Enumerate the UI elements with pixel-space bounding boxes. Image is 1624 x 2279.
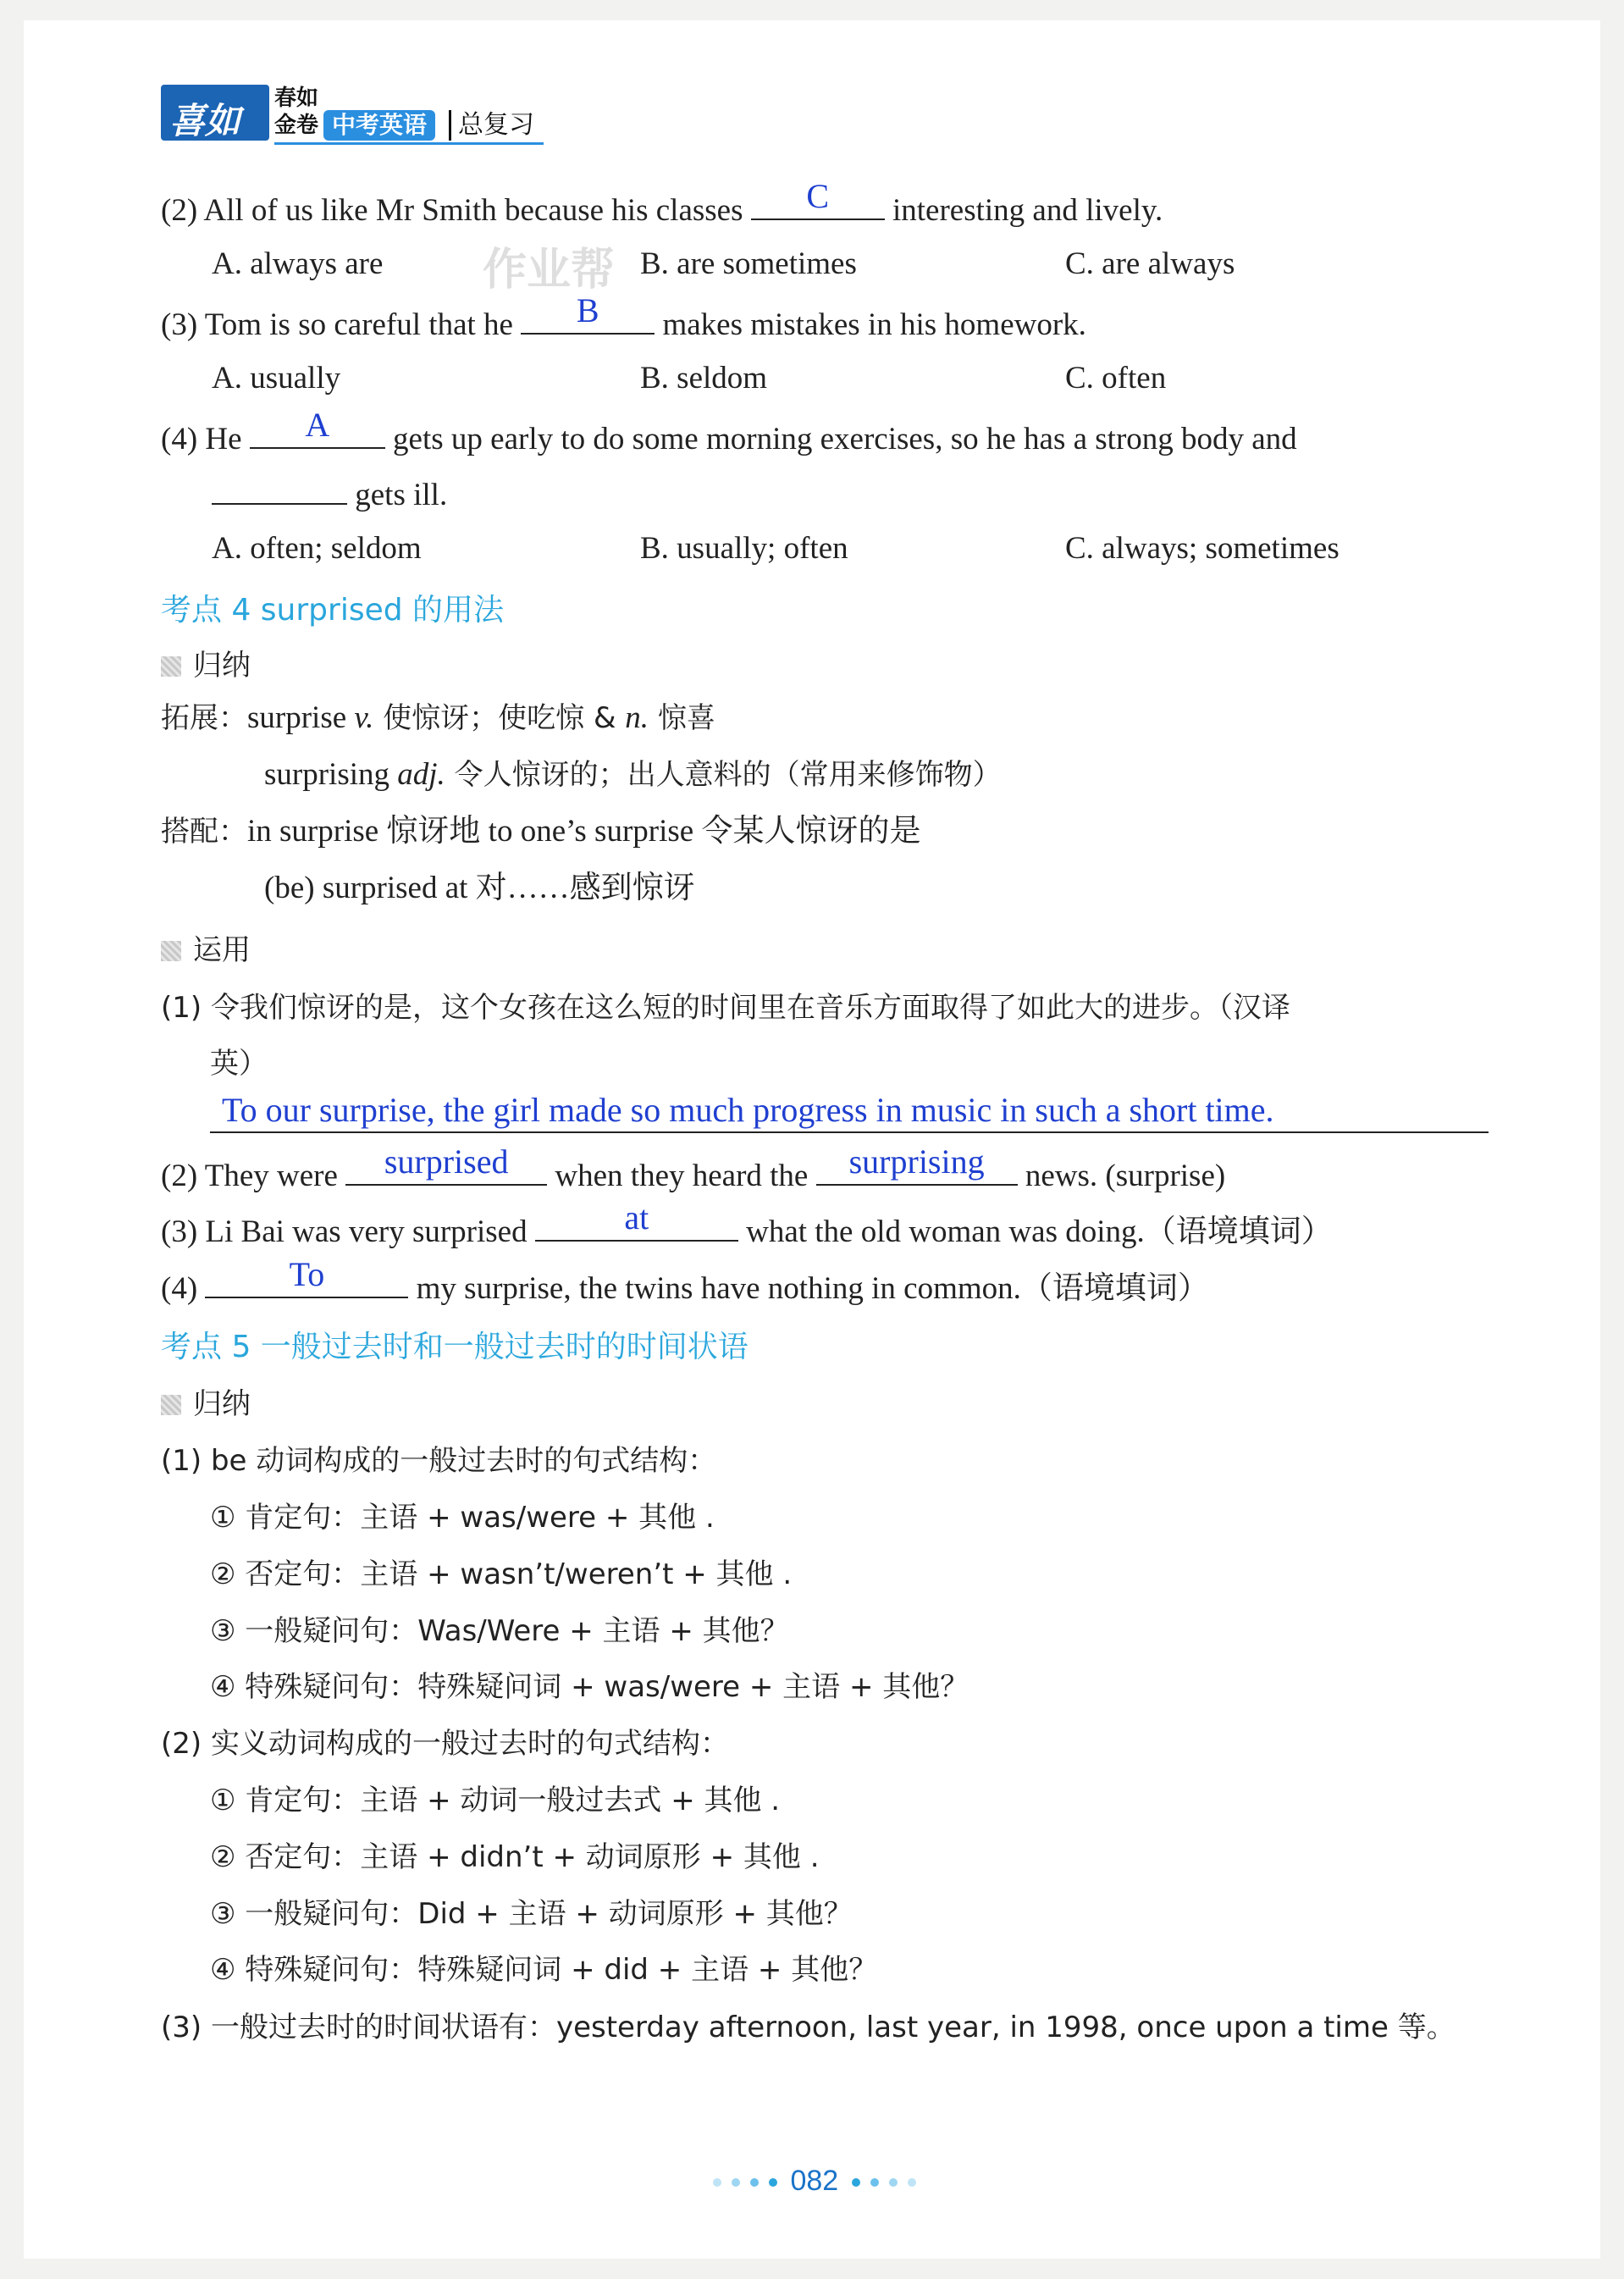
q3-blank [521, 291, 655, 335]
page-number: 082 [790, 2165, 839, 2197]
question-3 [161, 291, 1086, 344]
question-4 [161, 406, 1297, 458]
square-icon [161, 1395, 181, 1415]
k4-extension-2 [264, 756, 1002, 794]
ext2-pos: adj. [397, 757, 445, 792]
k4-collocation-2: (be) surprised at 对……感到惊讶 [264, 871, 695, 905]
col-label: 搭配： [161, 815, 247, 849]
k4-practice-1: (1) 令我们惊讶的是，这个女孩在这么短的时间里在音乐方面取得了如此大的进步。（汉译 [161, 991, 1290, 1025]
p3-text-a: (3) Li Bai was very surprised [161, 1214, 528, 1249]
dot-icon [889, 2178, 898, 2187]
q2-rest: interesting and lively. [892, 193, 1163, 228]
brand-line2: 金卷 [274, 113, 319, 138]
k5-s1-item-2: ② 否定句：主语 + wasn’t/weren’t + 其他 . [210, 1557, 793, 1591]
ext-label: 拓展： [161, 701, 247, 735]
dot-icon [713, 2178, 721, 2187]
question-4-line2 [212, 473, 447, 514]
q3-option-c: C. often [1065, 361, 1167, 396]
page-footer [708, 2165, 921, 2198]
q2-blank [751, 177, 885, 220]
brand-line1: 春如 [274, 86, 319, 111]
logo-mark [161, 85, 269, 141]
p2-text-a: (2) They were [161, 1159, 338, 1193]
k4-practice-1-cont: 英） [210, 1047, 268, 1081]
p4-text-b: my surprise, the twins have nothing in common.（语境填词） [416, 1271, 1209, 1306]
q2-option-b: B. are sometimes [640, 246, 857, 281]
p2-blank-1 [345, 1142, 547, 1186]
k5-s1-item-4: ④ 特殊疑问句：特殊疑问词 + was/were + 主语 + 其他？ [210, 1670, 969, 1704]
k4-summary-label [161, 642, 251, 683]
q4-option-a: A. often; seldom [212, 531, 422, 566]
k4-apply-text: 运用 [193, 933, 251, 967]
k4-collocation-1 [161, 813, 920, 850]
p2-answer-2: surprising [848, 1142, 985, 1181]
q4-rest: gets up early to do some morning exercises, so he has a strong body and [393, 422, 1297, 456]
p2-blank-2 [816, 1142, 1018, 1186]
p3-blank [535, 1198, 738, 1242]
k4-practice-2 [161, 1142, 1226, 1195]
k4-extension-1 [161, 700, 715, 737]
k4-summary-text: 归纳 [193, 649, 251, 683]
question-2 [161, 177, 1163, 230]
series-badge: 中考英语 [323, 110, 435, 141]
q4-option-b: B. usually; often [640, 531, 848, 566]
q2-text: (2) All of us like Mr Smith because his classes [161, 193, 743, 228]
k4-practice-3 [161, 1198, 1333, 1251]
q4-blank-2 [212, 473, 347, 505]
k5-s1-item-1: ① 肯定句：主语 + was/were + 其他 . [210, 1501, 715, 1535]
p4-text-a: (4) [161, 1271, 198, 1306]
ext2-meaning: 令人惊讶的；出人意料的（常用来修饰物） [445, 758, 1002, 792]
square-icon [161, 656, 181, 677]
q2-option-c: C. are always [1065, 246, 1235, 281]
logo-mark-text: 喜如 [169, 100, 241, 141]
p3-text-b: what the old woman was doing.（语境填词） [746, 1214, 1333, 1249]
ext1-pos-v: v. [354, 700, 374, 735]
watermark: 作业帮 [483, 245, 616, 296]
ext1-word: surprise [247, 700, 355, 735]
q2-option-a: A. always are [212, 246, 384, 281]
k5-structure-3: (3) 一般过去时的时间状语有：yesterday afternoon, last year, in 1998, once upon a time 等。 [161, 2011, 1456, 2044]
k5-summary-label [161, 1380, 251, 1422]
q3-option-b: B. seldom [640, 361, 768, 396]
dot-icon [852, 2178, 860, 2187]
ext1-pos-n: n. [625, 700, 649, 735]
k5-s2-item-2: ② 否定句：主语 + didn’t + 动词原形 + 其他 . [210, 1840, 820, 1874]
p4-blank [205, 1255, 408, 1298]
dot-icon [750, 2178, 759, 2187]
p3-answer: at [624, 1198, 649, 1236]
k5-structure-2: (2) 实义动词构成的一般过去时的句式结构： [161, 1727, 729, 1761]
col1-text: in surprise 惊讶地 to one’s surprise 令某人惊讶的是 [247, 814, 921, 849]
q3-answer: B [576, 291, 599, 329]
square-icon [161, 941, 181, 961]
p2-text-c: news. (surprise) [1025, 1159, 1226, 1193]
k5-s2-item-4: ④ 特殊疑问句：特殊疑问词 + did + 主语 + 其他？ [210, 1953, 878, 1987]
p4-answer: To [289, 1255, 325, 1293]
q3-option-a: A. usually [212, 361, 341, 396]
k5-s2-item-3: ③ 一般疑问句：Did + 主语 + 动词原形 + 其他？ [210, 1897, 853, 1931]
q3-text: (3) Tom is so careful that he [161, 307, 513, 342]
ext1-meaning: 使惊讶；使吃惊 & [373, 701, 626, 735]
series-subtitle: 总复习 [449, 110, 534, 141]
k4-practice-1-answer: To our surprise, the girl made so much progress in music in such a short time. [222, 1091, 1274, 1129]
q2-answer: C [806, 177, 830, 215]
section-heading-5: 考点 5 一般过去时和一般过去时的时间状语 [161, 1330, 748, 1364]
k5-summary-text: 归纳 [193, 1387, 251, 1421]
q3-rest: makes mistakes in his homework. [662, 307, 1086, 342]
k5-s2-item-1: ① 肯定句：主语 + 动词一般过去式 + 其他 . [210, 1784, 781, 1817]
k5-s1-item-3: ③ 一般疑问句：Was/Were + 主语 + 其他？ [210, 1614, 789, 1648]
dot-icon [870, 2178, 879, 2187]
brand-name [274, 85, 318, 139]
k5-structure-1: (1) be 动词构成的一般过去时的句式结构： [161, 1444, 717, 1478]
q4-text: (4) He [161, 422, 242, 456]
k4-practice-4 [161, 1255, 1209, 1308]
q4-answer: A [305, 406, 330, 444]
header-underline [274, 142, 544, 145]
section-heading-4: 考点 4 surprised 的用法 [161, 593, 505, 628]
ext2-word: surprising [264, 757, 398, 792]
p2-answer-1: surprised [384, 1142, 509, 1181]
q4-option-c: C. always; sometimes [1065, 531, 1340, 566]
dot-icon [732, 2178, 740, 2187]
q4-blank-1 [250, 406, 385, 449]
q4-rest2: gets ill. [355, 478, 448, 512]
dot-icon [769, 2178, 777, 2187]
ext1-meaning-n: 惊喜 [649, 701, 715, 735]
k4-practice-1-line [210, 1087, 1489, 1133]
p2-text-b: when they heard the [555, 1159, 809, 1193]
dot-icon [908, 2178, 916, 2187]
header-logo [161, 85, 550, 146]
k4-apply-label [161, 927, 251, 968]
